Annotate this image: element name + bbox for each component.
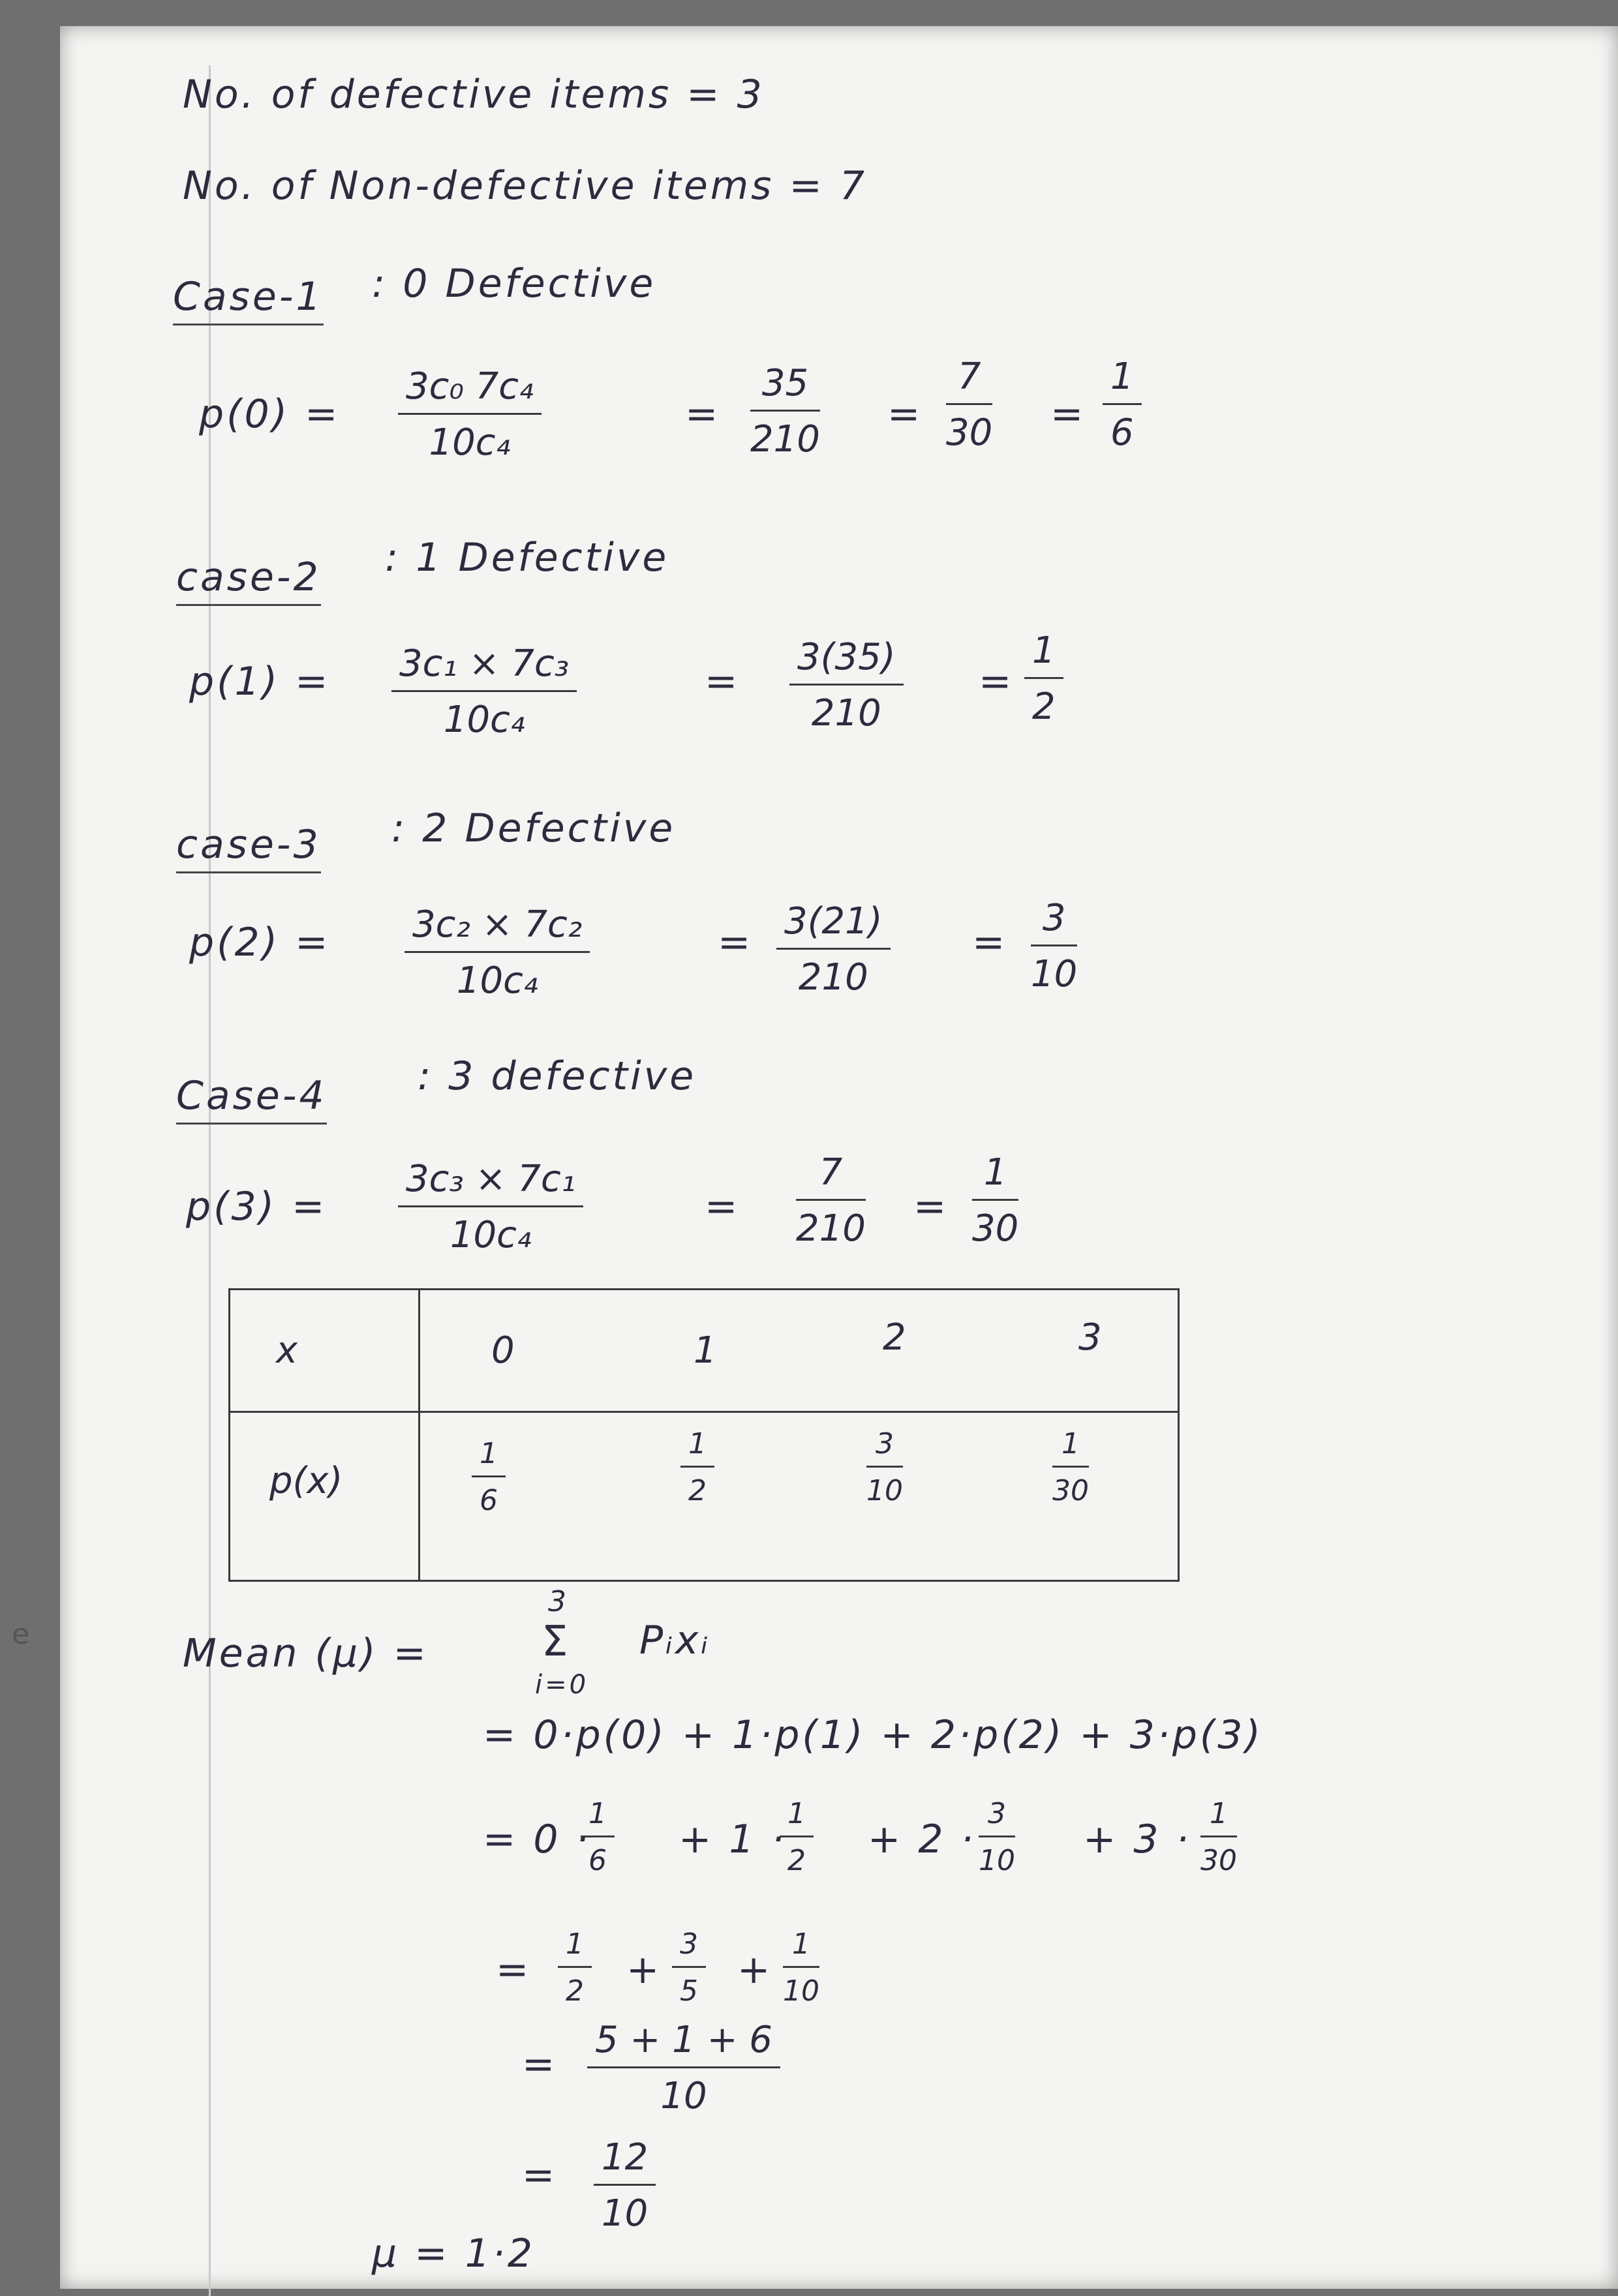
case-3-result: $\frac{3}{10}$ [1031, 897, 1078, 995]
case-4-result: $\frac{1}{30}$ [972, 1151, 1019, 1250]
edge-mark: e [12, 1618, 30, 1651]
mean-fraction: $\frac{1}{10}$ [783, 1927, 819, 2008]
case-4-label: Case-4 [176, 1073, 327, 1125]
case-4-lhs: p(3) = [186, 1184, 328, 1230]
case-3-lhs: p(2) = [189, 920, 331, 965]
case-1-label: Case-1 [173, 274, 324, 325]
table-x-value: 1 [694, 1329, 717, 1372]
case-2-result: $\frac{1}{2}$ [1024, 629, 1063, 728]
probability-table [228, 1288, 1180, 1582]
case-1-lhs: p(0) = [199, 391, 341, 437]
mean-label: Mean (μ) = [183, 1631, 429, 1676]
case-3-label: case-3 [176, 822, 321, 873]
case-2-label: case-2 [176, 554, 321, 606]
case-2-expression: $\frac{\text{3c₁ × 7c₃}}{\text{10c₄}}$ [391, 642, 577, 741]
table-row-x-label: x [276, 1329, 298, 1372]
table-p-value: $\frac{1}{6}$ [472, 1437, 506, 1517]
case-2-lhs: p(1) = [189, 659, 331, 704]
mean-fraction: $\frac{1}{2}$ [558, 1927, 592, 2008]
sigma-upper-limit: 3 [548, 1585, 569, 1618]
mean-final-fraction: $\frac{12}{10}$ [594, 2136, 656, 2235]
case-4-step1: $\frac{7}{210}$ [796, 1151, 866, 1250]
case-3-title: : 2 Defective [391, 806, 676, 851]
table-x-value: 2 [883, 1316, 906, 1359]
mean-fraction: $\frac{3}{10}$ [979, 1797, 1015, 1877]
mean-fraction: $\frac{1}{2}$ [780, 1797, 814, 1877]
mean-fraction: $\frac{3}{5}$ [672, 1927, 706, 2008]
mean-sum-fraction: $\frac{5 + 1 + 6}{10}$ [587, 2019, 780, 2117]
mean-result: μ = 1·2 [372, 2231, 536, 2276]
case-1-expression: $\frac{\text{3c₀ 7c₄}}{\text{10c₄}}$ [398, 365, 542, 464]
case-1-title: : 0 Defective [372, 261, 656, 307]
table-x-value: 3 [1078, 1316, 1102, 1359]
case-4-title: : 3 defective [418, 1053, 697, 1099]
sigma-term: Pᵢxᵢ [639, 1618, 711, 1663]
case-1-step2: $\frac{7}{30}$ [946, 355, 993, 454]
case-2-step1: $\frac{3(35)}{210}$ [789, 636, 904, 734]
table-x-value: 0 [491, 1329, 515, 1372]
non-defective-count-line: No. of Non-defective items = 7 [183, 163, 868, 209]
sigma-lower-limit: i=0 [535, 1670, 589, 1700]
case-3-step1: $\frac{3(21)}{210}$ [776, 900, 891, 999]
mean-fraction: $\frac{1}{30}$ [1200, 1797, 1237, 1877]
case-4-expression: $\frac{\text{3c₃ × 7c₁}}{\text{10c₄}}$ [398, 1158, 583, 1256]
mean-expansion: = 0·p(0) + 1·p(1) + 2·p(2) + 3·p(3) [483, 1712, 1263, 1758]
table-p-value: $\frac{3}{10}$ [866, 1427, 903, 1507]
sigma-symbol: Σ [542, 1618, 571, 1666]
mean-fraction: $\frac{1}{6}$ [581, 1797, 615, 1877]
case-1-step1: $\frac{35}{210}$ [750, 362, 820, 461]
table-p-value: $\frac{1}{30}$ [1052, 1427, 1089, 1507]
table-row-px-label: p(x) [269, 1460, 343, 1502]
case-1-result: $\frac{1}{6}$ [1103, 355, 1142, 454]
table-p-value: $\frac{1}{2}$ [680, 1427, 714, 1507]
case-2-title: : 1 Defective [385, 535, 669, 581]
defective-count-line: No. of defective items = 3 [183, 72, 765, 117]
case-3-expression: $\frac{\text{3c₂ × 7c₂}}{\text{10c₄}}$ [404, 903, 590, 1002]
